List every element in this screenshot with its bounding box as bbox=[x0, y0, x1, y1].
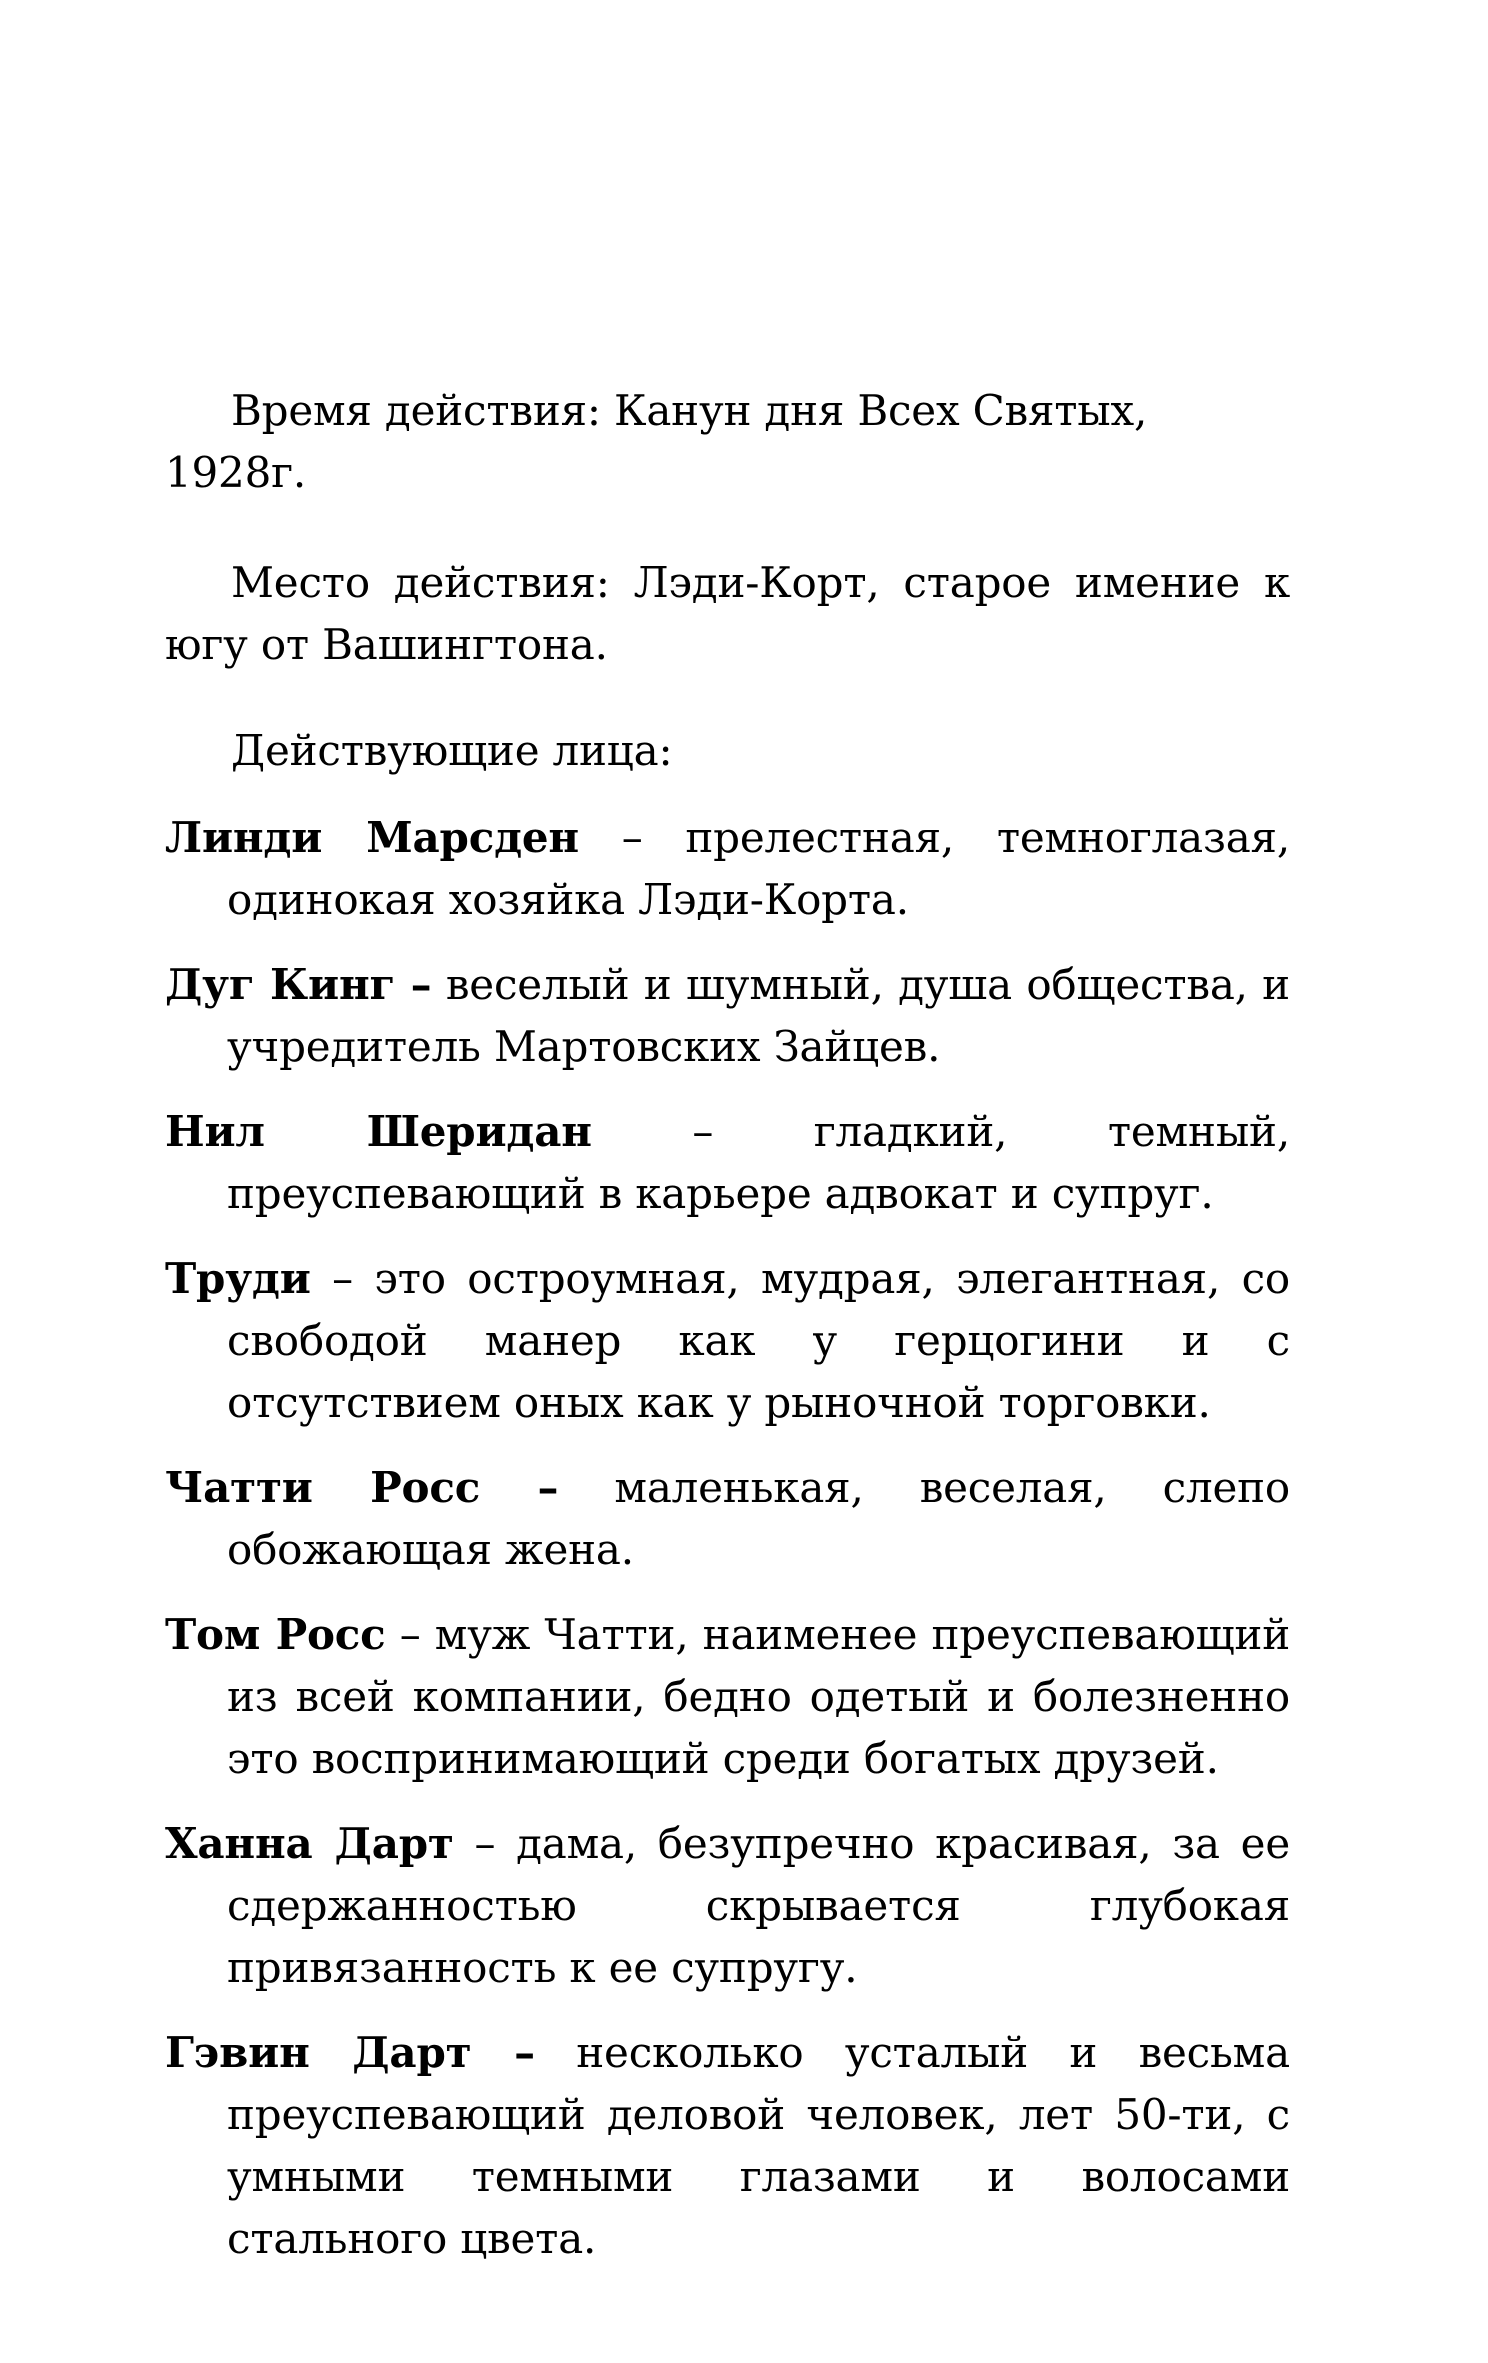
character-name: Том Росс bbox=[165, 1610, 386, 1659]
character-description: несколько усталый и весьма преуспевающий деловой человек, лет 50-ти, с умными темными глазами и волосами стального цвета. bbox=[227, 2028, 1290, 2263]
character-entry bbox=[165, 2022, 1290, 2270]
character-description: маленькая, веселая, слепо обожающая жена. bbox=[227, 1463, 1290, 1574]
character-description: – это остроумная, мудрая, элегантная, со свободой манер как у герцогини и с отсутствием оных как у рыночной торговки. bbox=[227, 1254, 1290, 1427]
character-entry bbox=[165, 1457, 1290, 1581]
character-description: веселый и шумный, душа общества, и учредитель Мартовских Зайцев. bbox=[227, 960, 1290, 1071]
character-name: Гэвин Дарт – bbox=[165, 2028, 535, 2077]
character-entry bbox=[165, 1813, 1290, 1999]
character-entry bbox=[165, 807, 1290, 931]
character-name: Линди Марсден bbox=[165, 813, 579, 862]
character-entry bbox=[165, 954, 1290, 1078]
character-name: Труди bbox=[165, 1254, 311, 1303]
character-name: Нил Шеридан bbox=[165, 1107, 592, 1156]
character-description: – прелестная, темноглазая, одинокая хозяйка Лэди-Корта. bbox=[227, 813, 1290, 924]
character-entry bbox=[165, 1101, 1290, 1225]
character-description: – дама, безупречно красивая, за ее сдержанностью скрывается глубокая привязанность к ее супругу. bbox=[227, 1819, 1290, 1992]
character-description: – муж Чатти, наименее преуспевающий из всей компании, бедно одетый и болезненно это воспринимающий среди богатых друзей. bbox=[227, 1610, 1291, 1783]
character-entry bbox=[165, 1248, 1290, 1434]
character-name: Ханна Дарт bbox=[165, 1819, 454, 1868]
character-description: – гладкий, темный, преуспевающий в карьере адвокат и супруг. bbox=[227, 1107, 1290, 1218]
character-list bbox=[165, 807, 1290, 2270]
character-name: Чатти Росс – bbox=[165, 1463, 559, 1512]
cast-heading: Действующие лица: bbox=[231, 726, 673, 775]
setting-place: Место действия: Лэди-Корт, старое имение к югу от Вашингтона. bbox=[165, 558, 1290, 669]
setting-time: Время действия: Канун дня Всех Святых, 1928г. bbox=[165, 386, 1148, 497]
page-content bbox=[165, 380, 1290, 2293]
character-entry bbox=[165, 1604, 1290, 1790]
character-name: Дуг Кинг – bbox=[165, 960, 432, 1009]
